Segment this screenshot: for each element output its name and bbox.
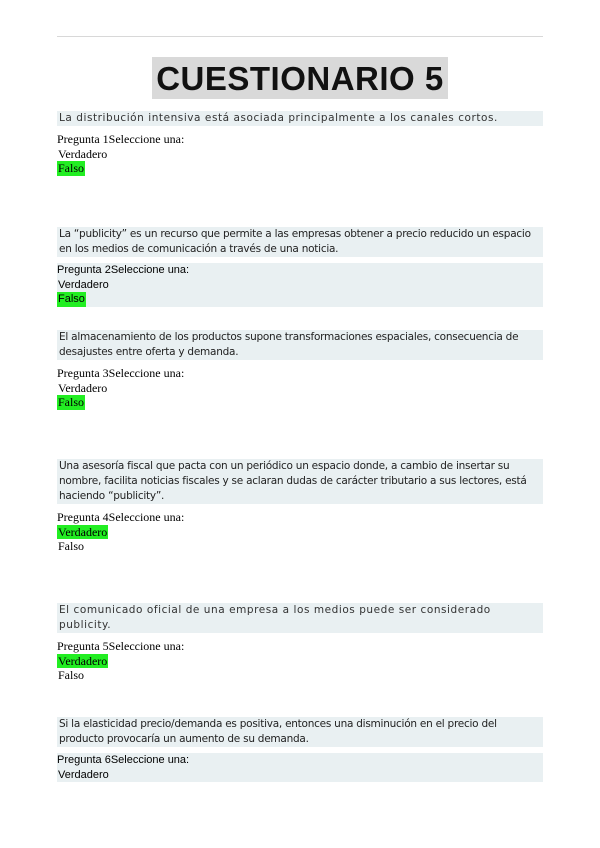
question-statement: El comunicado oficial de una empresa a los medios puede ser considerado publicity. bbox=[57, 603, 543, 633]
question-statement: Si la elasticidad precio/demanda es positiva, entonces una disminución en el precio del producto provocaría un aumento de su demanda. bbox=[57, 717, 543, 747]
option-verdadero[interactable]: Verdadero bbox=[58, 653, 108, 668]
question-prompt: Pregunta 2Seleccione una: bbox=[57, 264, 190, 276]
question-prompt: Pregunta 1Seleccione una: bbox=[57, 132, 185, 146]
option-verdadero[interactable]: Verdadero bbox=[58, 524, 108, 539]
question-2 bbox=[57, 227, 543, 307]
top-divider bbox=[57, 36, 543, 37]
question-3 bbox=[57, 330, 543, 410]
option-falso[interactable]: Falso bbox=[58, 539, 85, 553]
option-verdadero[interactable]: Verdadero bbox=[58, 768, 109, 781]
question-statement: La “publicity” es un recurso que permite a las empresas obtener a precio reducido un espacio en los medios de comunicación a través de una noticia. bbox=[57, 227, 543, 257]
title-container bbox=[0, 57, 600, 99]
question-prompt: Pregunta 4Seleccione una: bbox=[57, 510, 185, 524]
question-prompt: Pregunta 3Seleccione una: bbox=[57, 366, 185, 380]
question-1 bbox=[57, 111, 543, 176]
question-statement: Una asesoría fiscal que pacta con un periódico un espacio donde, a cambio de insertar su nombre, facilita noticias fiscales y se aclaran dudas de carácter tributario a sus lectores, está haciendo “publicity”. bbox=[57, 459, 543, 504]
question-4 bbox=[57, 459, 543, 554]
page-title: CUESTIONARIO 5 bbox=[152, 57, 448, 99]
option-falso[interactable]: Falso bbox=[58, 161, 85, 175]
question-5 bbox=[57, 603, 543, 683]
question-statement: La distribución intensiva está asociada principalmente a los canales cortos. bbox=[57, 111, 543, 126]
question-prompt: Pregunta 5Seleccione una: bbox=[57, 639, 185, 653]
option-falso[interactable]: Falso bbox=[58, 293, 85, 305]
question-statement: El almacenamiento de los productos supone transformaciones espaciales, consecuencia de desajustes entre oferta y demanda. bbox=[57, 330, 543, 360]
question-prompt: Pregunta 6Seleccione una: bbox=[57, 754, 190, 766]
option-falso[interactable]: Falso bbox=[58, 668, 85, 682]
question-6 bbox=[57, 717, 543, 782]
option-verdadero[interactable]: Verdadero bbox=[58, 146, 108, 161]
option-falso[interactable]: Falso bbox=[58, 395, 85, 409]
option-verdadero[interactable]: Verdadero bbox=[58, 278, 109, 291]
option-verdadero[interactable]: Verdadero bbox=[58, 380, 108, 395]
